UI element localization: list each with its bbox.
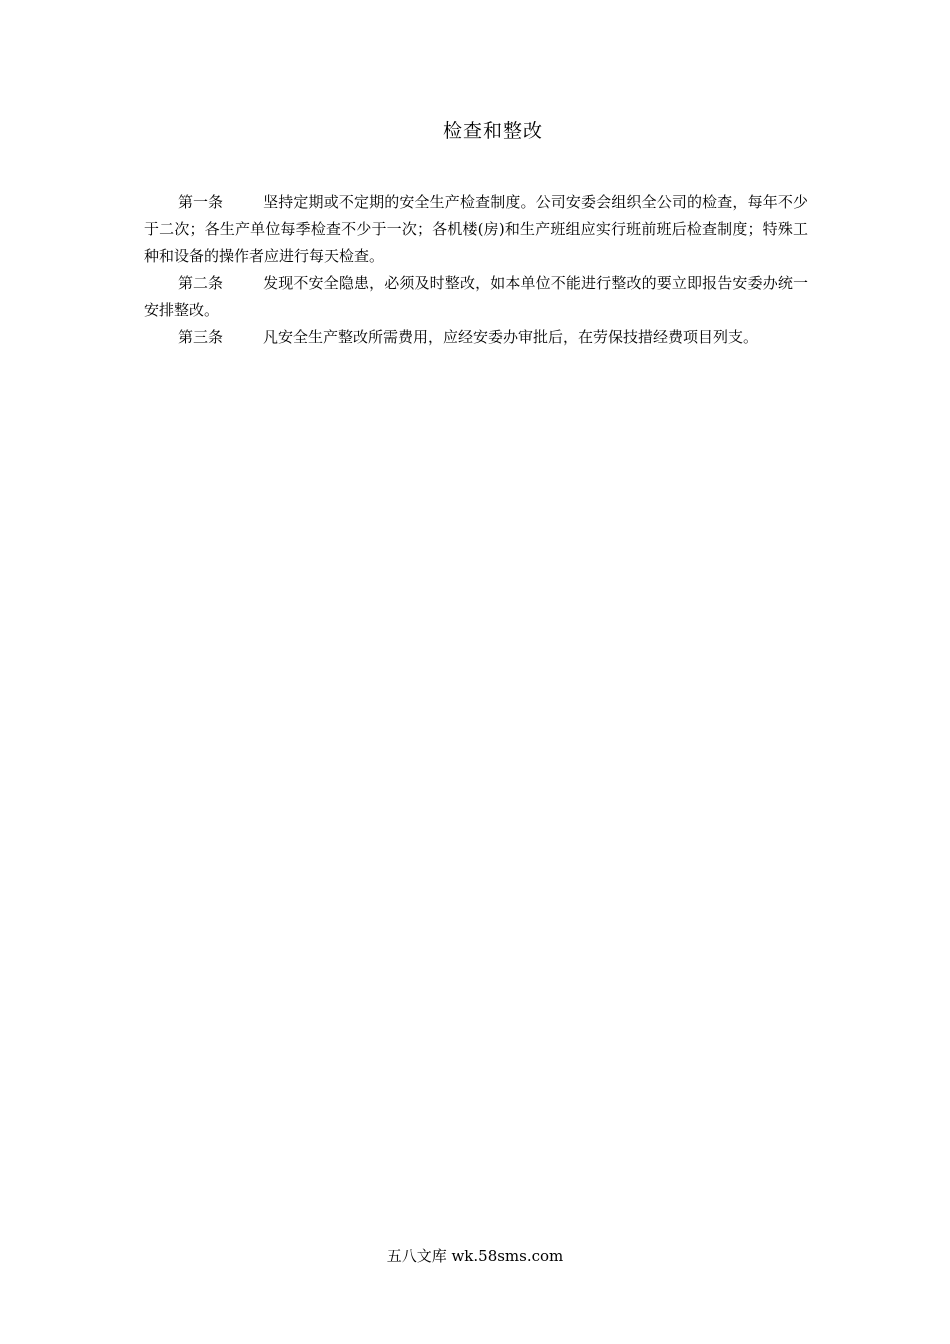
article-text: 发现不安全隐患，必须及时整改，如本单位不能进行整改的要立即报告安委办统一安排整改。 bbox=[144, 274, 808, 319]
page-footer: 五八文库 wk.58sms.com bbox=[386, 1247, 564, 1265]
article-number: 第一条 bbox=[178, 193, 224, 211]
article-number: 第二条 bbox=[178, 274, 224, 292]
document-title: 检查和整改 bbox=[442, 120, 543, 142]
article-1 bbox=[144, 189, 808, 270]
article-text: 凡安全生产整改所需费用，应经安委办审批后，在劳保技措经费项目列支。 bbox=[263, 328, 759, 346]
document-body bbox=[144, 189, 808, 351]
article-3 bbox=[144, 324, 808, 351]
article-text: 坚持定期或不定期的安全生产检查制度。公司安委会组织全公司的检查，每年不少于二次；各生产单位每季检查不少于一次；各机楼(房)和生产班组应实行班前班后检查制度；特殊工种和设备的操作者应进行每天检查。 bbox=[144, 193, 808, 265]
article-number: 第三条 bbox=[178, 328, 224, 346]
article-2 bbox=[144, 270, 808, 324]
